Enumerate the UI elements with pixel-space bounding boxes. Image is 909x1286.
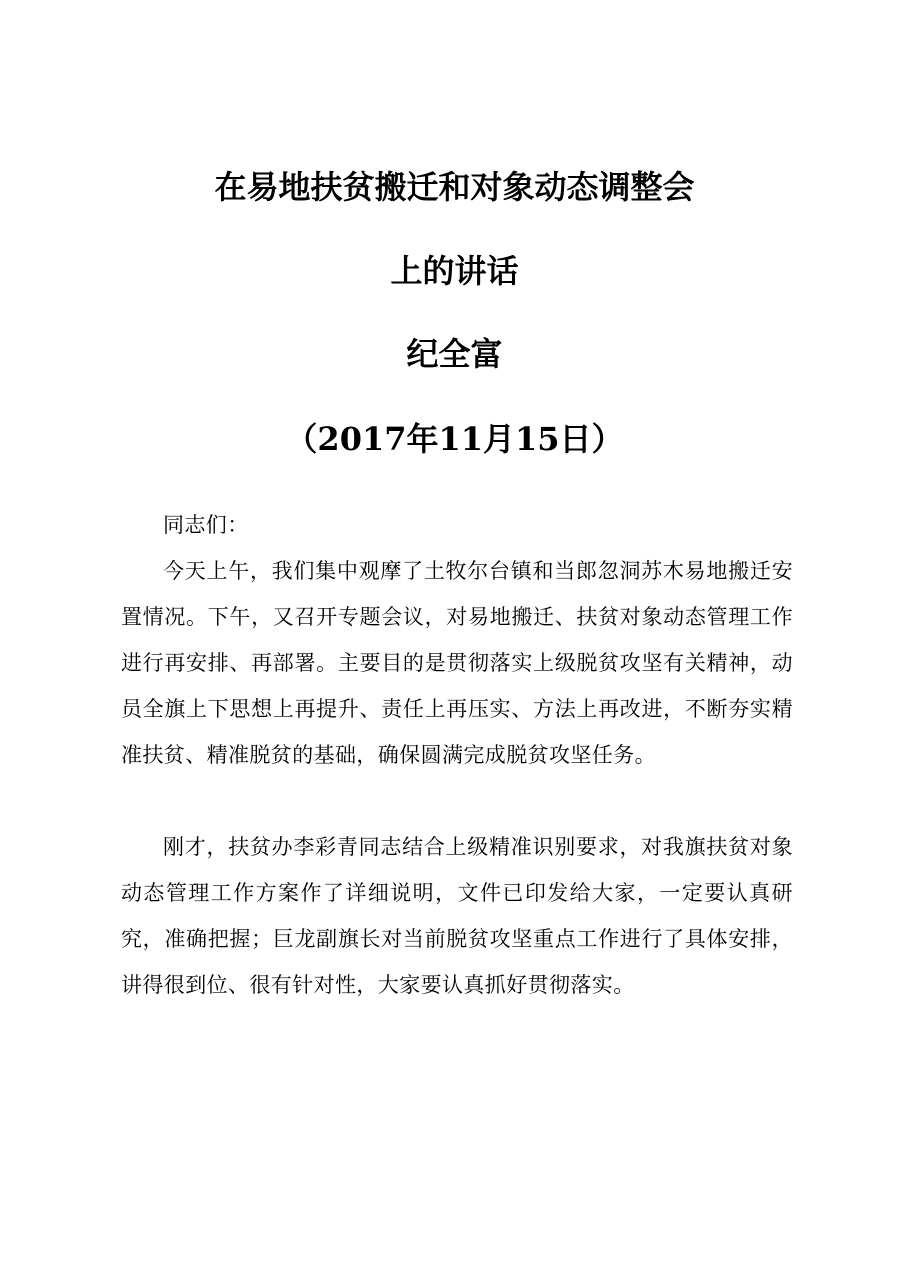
title-line-2: 上的讲话 xyxy=(390,252,519,290)
salutation-text: 同志们： xyxy=(163,513,249,537)
paragraph-text: 刚才，扶贫办李彩青同志结合上级精准识别要求，对我旗扶贫对象动态管理工作方案作了详细说明，文件已印发给大家，一定要认真研究，准确把握；巨龙副旗长对当前脱贫攻坚重点工作进行了具体安排，讲得很到位、很有针对性，大家要认真抓好贯彻落实。 xyxy=(121,835,793,997)
body-paragraph-2 xyxy=(121,824,793,1008)
author-name: 纪全富 xyxy=(406,335,503,373)
salutation xyxy=(121,502,793,548)
title-line-1: 在易地扶贫搬迁和对象动态调整会 xyxy=(214,168,695,206)
speech-date: （2017年11月15日） xyxy=(285,420,624,458)
paragraph-text: 今天上午，我们集中观摩了土牧尔台镇和当郎忽洞苏木易地搬迁安置情况。下午，又召开专题会议，对易地搬迁、扶贫对象动态管理工作进行再安排、再部署。主要目的是贯彻落实上级脱贫攻坚有关精神，动员全旗上下思想上再提升、责任上再压实、方法上再改进，不断夯实精准扶贫、精准脱贫的基础，确保圆满完成脱贫攻坚任务。 xyxy=(121,559,793,767)
body-paragraph-1 xyxy=(121,548,793,778)
